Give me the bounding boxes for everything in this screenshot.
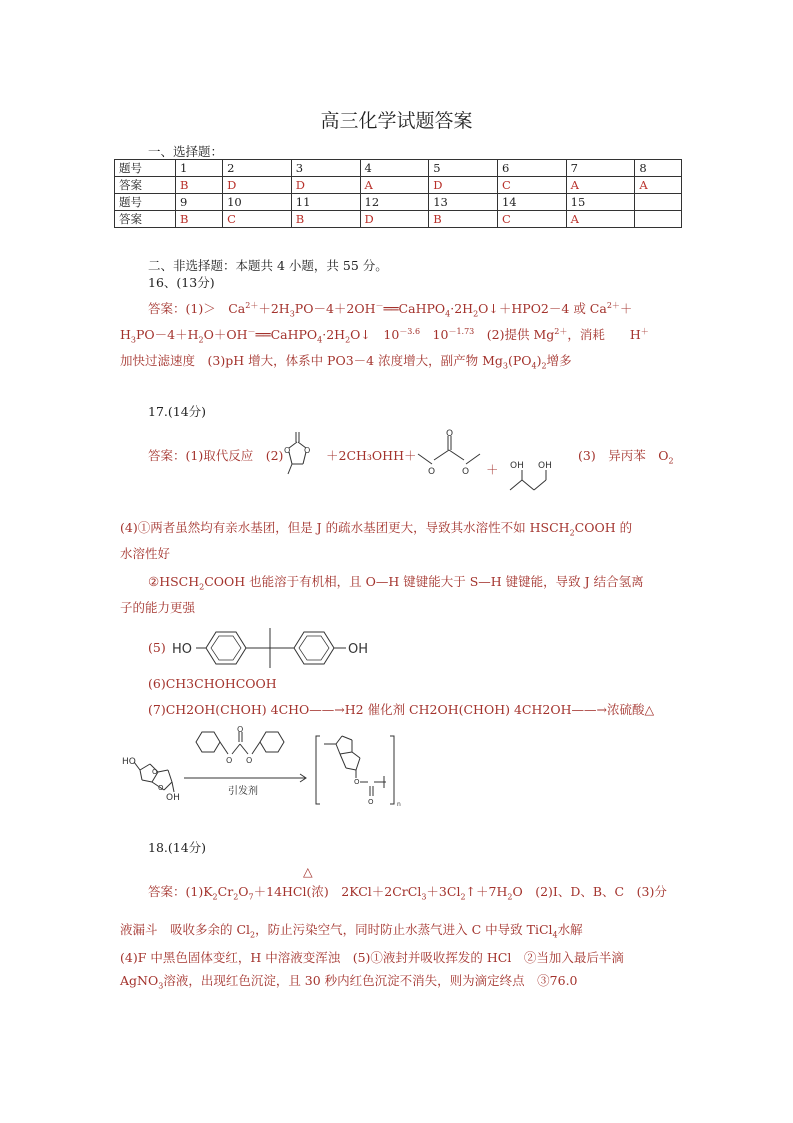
table-cell: 15 <box>566 194 635 211</box>
svg-text:O: O <box>284 446 291 455</box>
table-row <box>115 211 682 228</box>
table-cell: 10 <box>223 194 292 211</box>
page-title: 高三化学试题答案 <box>320 110 473 132</box>
svg-text:O: O <box>462 467 470 477</box>
q18-line2: 液漏斗 吸收多余的 $Cl_2$，防止污染空气，同时防止水蒸气进入 C 中导致 TiCl$_4$水解 <box>120 922 583 940</box>
propanediol-structure <box>504 456 574 496</box>
row-label: 题号 <box>115 160 176 177</box>
table-cell: 4 <box>360 160 429 177</box>
svg-text:O: O <box>246 756 253 765</box>
polymerization-scheme <box>118 726 408 816</box>
table-cell: A <box>635 177 682 194</box>
q18-line4: AgNO$_3$溶液，出现红色沉淀，且 30 秒内红色沉淀不消失，则为滴定终点 ③76.0 <box>120 973 578 991</box>
q18-line3: (4)F 中黑色固体变红，H 中溶液变浑浊 (5)①液封并吸收挥发的 HCl ②当加入最后半滴 <box>120 950 624 965</box>
q17-answer-3: (3) 异丙苯 $O_2$ <box>578 448 674 466</box>
heat-symbol: △ <box>303 864 313 879</box>
q17-part4-line3: $②HSCH_2COOH$ 也能溶于有机相，且 O—H 键键能大于 S—H 键键能，导致 J 结合氢离 <box>148 574 644 592</box>
table-cell: D <box>223 177 292 194</box>
table-cell <box>635 194 682 211</box>
table-cell: D <box>429 177 498 194</box>
svg-text:O: O <box>354 778 360 786</box>
svg-text:HO: HO <box>122 757 136 767</box>
q17-part6: (6)CH3CHOHCOOH <box>148 676 277 691</box>
table-cell: B <box>429 211 498 228</box>
table-cell: C <box>497 211 566 228</box>
table-cell: 8 <box>635 160 682 177</box>
q16-line3: 加快过滤速度 (3)pH 增大，体系中 PO3－4 浓度增大，副产物 $Mg_3(PO_4)_2$增多 <box>120 353 572 371</box>
q17-part5-label: (5) <box>148 640 166 655</box>
q17-part4-line1: (4)①两者虽然均有亲水基团，但是 J 的疏水基团更大，导致其水溶性不如 $HSCH_2COOH$ 的 <box>120 520 633 538</box>
table-cell: 5 <box>429 160 498 177</box>
table-cell: D <box>360 211 429 228</box>
table-cell: 3 <box>291 160 360 177</box>
svg-text:引发剂: 引发剂 <box>228 786 258 797</box>
q17-part7: (7)CH2OH(CHOH) 4CHO——→H2 催化剂 CH2OH(CHOH) 4CH2OH——→浓硫酸△ <box>148 702 655 717</box>
table-cell: C <box>497 177 566 194</box>
table-cell: 1 <box>176 160 223 177</box>
svg-text:OH: OH <box>538 461 552 471</box>
table-cell: 9 <box>176 194 223 211</box>
svg-text:O: O <box>368 798 374 806</box>
table-cell: B <box>291 211 360 228</box>
table-cell: A <box>566 177 635 194</box>
table-cell: A <box>360 177 429 194</box>
q16-line1: 答案：(1)＞ $Ca^{2+}+2H_3PO-4+2OH^-══CaHPO_4\cdot 2H_2O↓+HPO2-4$ 或 $Ca^{2+}+$ <box>148 300 633 319</box>
table-cell: 13 <box>429 194 498 211</box>
svg-text:OH: OH <box>510 461 524 471</box>
q18-heading: 18.(14分) <box>148 840 207 855</box>
q17-plus-methanol: ＋2CH₃OHH＋ <box>326 448 417 463</box>
table-cell: 12 <box>360 194 429 211</box>
section-choice-heading: 一、选择题： <box>148 144 224 159</box>
svg-text:O: O <box>428 467 436 477</box>
q17-part4-line4: 子的能力更强 <box>120 600 196 615</box>
svg-text:n: n <box>397 801 401 808</box>
q16-line2: $H_3PO-4+H_2O+OH^-══CaHPO_4\cdot 2H_2O↓$ $10^{-3.6}$ $10^{-1.73}$ (2)提供 $Mg^{2+}$，消耗 H＋ <box>120 326 649 345</box>
row-label: 答案 <box>115 211 176 228</box>
svg-text:HO: HO <box>172 642 193 657</box>
table-cell: 14 <box>497 194 566 211</box>
q17-part4-line2: 水溶性好 <box>120 546 171 561</box>
row-label: 题号 <box>115 194 176 211</box>
answer-table <box>114 159 682 228</box>
row-label: 答案 <box>115 177 176 194</box>
cyclic-carbonate-structure <box>280 428 330 488</box>
table-cell: B <box>176 177 223 194</box>
svg-text:O: O <box>158 784 164 792</box>
dimethyl-carbonate-structure <box>412 428 492 484</box>
svg-text:O: O <box>152 768 158 776</box>
table-row <box>115 194 682 211</box>
q16-heading: 16、(13分) <box>148 275 215 290</box>
table-cell: A <box>566 211 635 228</box>
q17-answer-1-2: 答案：(1)取代反应 (2) <box>148 448 284 463</box>
section-nonchoice-heading: 二、非选择题：本题共 4 小题，共 55 分。 <box>148 258 388 273</box>
svg-text:OH: OH <box>166 793 180 803</box>
table-row <box>115 177 682 194</box>
table-row <box>115 160 682 177</box>
q17-heading: 17.(14分) <box>148 404 207 419</box>
svg-text:O: O <box>226 756 233 765</box>
table-cell: C <box>223 211 292 228</box>
table-cell: 6 <box>497 160 566 177</box>
svg-text:OH: OH <box>348 642 369 657</box>
table-cell: D <box>291 177 360 194</box>
table-cell: B <box>176 211 223 228</box>
table-cell <box>635 211 682 228</box>
q18-line1: 答案：$(1)K_2Cr_2O_7+14HCl$(浓) $2KCl+2CrCl_3+3Cl_2↑+7H_2O$ (2)I、D、B、C (3)分 <box>148 884 667 902</box>
table-cell: 7 <box>566 160 635 177</box>
svg-text:O: O <box>304 446 311 455</box>
table-cell: 11 <box>291 194 360 211</box>
table-cell: 2 <box>223 160 292 177</box>
bisphenol-a-structure <box>170 620 390 676</box>
q17-plus: ＋ <box>486 462 499 477</box>
svg-text:O: O <box>446 429 454 439</box>
svg-text:O: O <box>237 726 244 734</box>
